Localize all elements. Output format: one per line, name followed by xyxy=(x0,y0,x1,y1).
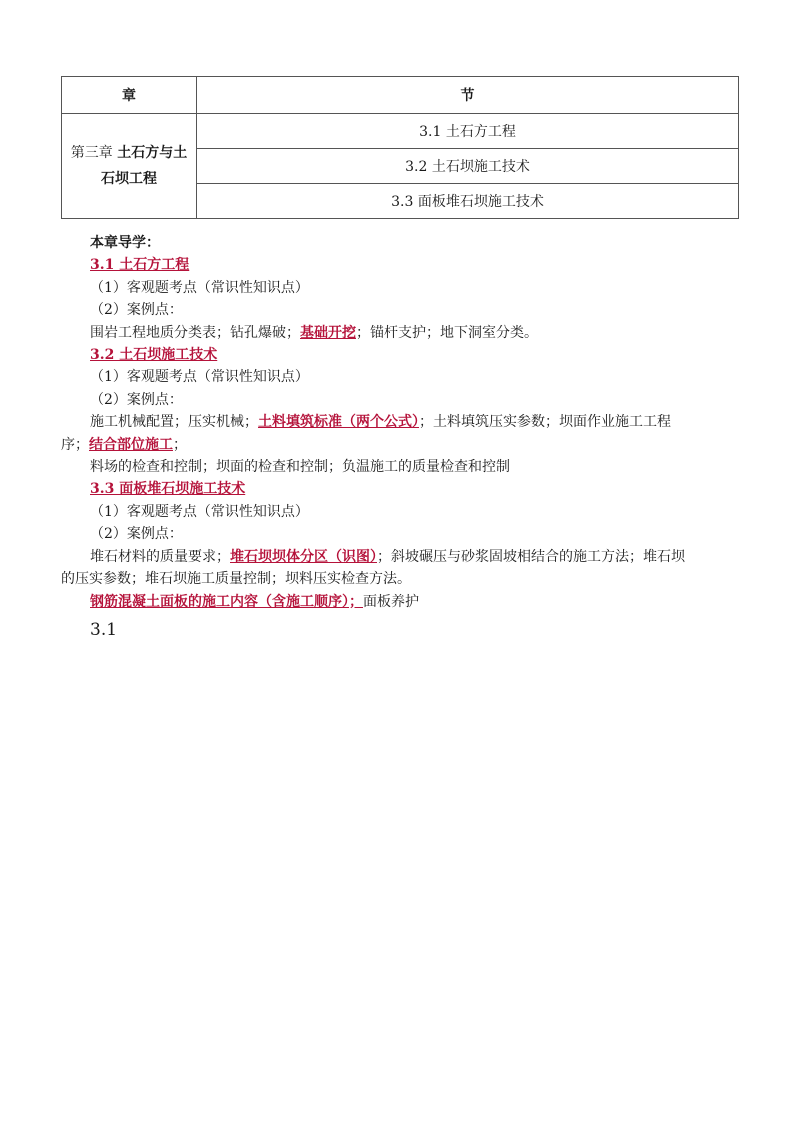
case-text: 钢筋混凝土面板的施工内容（含施工顺序）；面板养护 xyxy=(90,593,419,610)
section-link-3-1[interactable]: 3.1 土石方工程 xyxy=(90,257,190,274)
chapter-prefix: 第三章 xyxy=(70,145,113,161)
keyword-link[interactable]: 堆石坝坝体分区（识图） xyxy=(230,548,377,565)
case-text-wrap: 序；结合部位施工； xyxy=(61,436,187,453)
chapter-cell xyxy=(62,114,197,219)
case-points: （2）案例点： xyxy=(90,526,183,543)
case-text: 堆石材料的质量要求；堆石坝坝体分区（识图）；斜坡碾压与砂浆固坡相结合的施工方法；堆石坝 xyxy=(90,548,685,565)
keyword-link[interactable]: 土料填筑标准（两个公式） xyxy=(258,414,419,431)
objective-points: （1）客观题考点（常识性知识点） xyxy=(90,369,309,386)
guide-heading: 本章导学： xyxy=(90,235,160,251)
objective-points: （1）客观题考点（常识性知识点） xyxy=(90,279,309,296)
objective-points: （1）客观题考点（常识性知识点） xyxy=(90,503,309,520)
header-chapter: 章 xyxy=(62,77,197,114)
section-cell-3: 3.3 面板堆石坝施工技术 xyxy=(197,184,739,219)
chapter-guide xyxy=(61,232,741,641)
case-text: 施工机械配置；压实机械；土料填筑标准（两个公式）；土料填筑压实参数；坝面作业施工工程 xyxy=(90,414,671,431)
case-text: 料场的检查和控制；坝面的检查和控制；负温施工的质量检查和控制 xyxy=(90,459,510,476)
section-cell-2: 3.2 土石坝施工技术 xyxy=(197,149,739,184)
section-link-3-2[interactable]: 3.2 土石坝施工技术 xyxy=(90,347,218,364)
header-section: 节 xyxy=(197,77,739,114)
case-text-wrap: 的压实参数；堆石坝施工质量控制；坝料压实检查方法。 xyxy=(61,571,411,588)
keyword-link[interactable]: 基础开挖 xyxy=(300,324,356,341)
case-points: （2）案例点： xyxy=(90,391,183,408)
case-text: 围岩工程地质分类表；钻孔爆破；基础开挖；锚杆支护；地下洞室分类。 xyxy=(90,324,538,341)
section-cell-1: 3.1 土石方工程 xyxy=(197,114,739,149)
chapter-title-line1: 土石方与土 xyxy=(117,145,188,161)
chapter-title-line2: 石坝工程 xyxy=(101,171,157,187)
keyword-link[interactable]: 钢筋混凝土面板的施工内容（含施工顺序）； xyxy=(90,593,363,610)
keyword-link[interactable]: 结合部位施工 xyxy=(89,436,173,453)
chapter-section-table xyxy=(61,76,739,219)
case-points: （2）案例点： xyxy=(90,302,183,319)
section-link-3-3[interactable]: 3.3 面板堆石坝施工技术 xyxy=(90,481,246,498)
section-number-heading: 3.1 xyxy=(90,619,118,640)
